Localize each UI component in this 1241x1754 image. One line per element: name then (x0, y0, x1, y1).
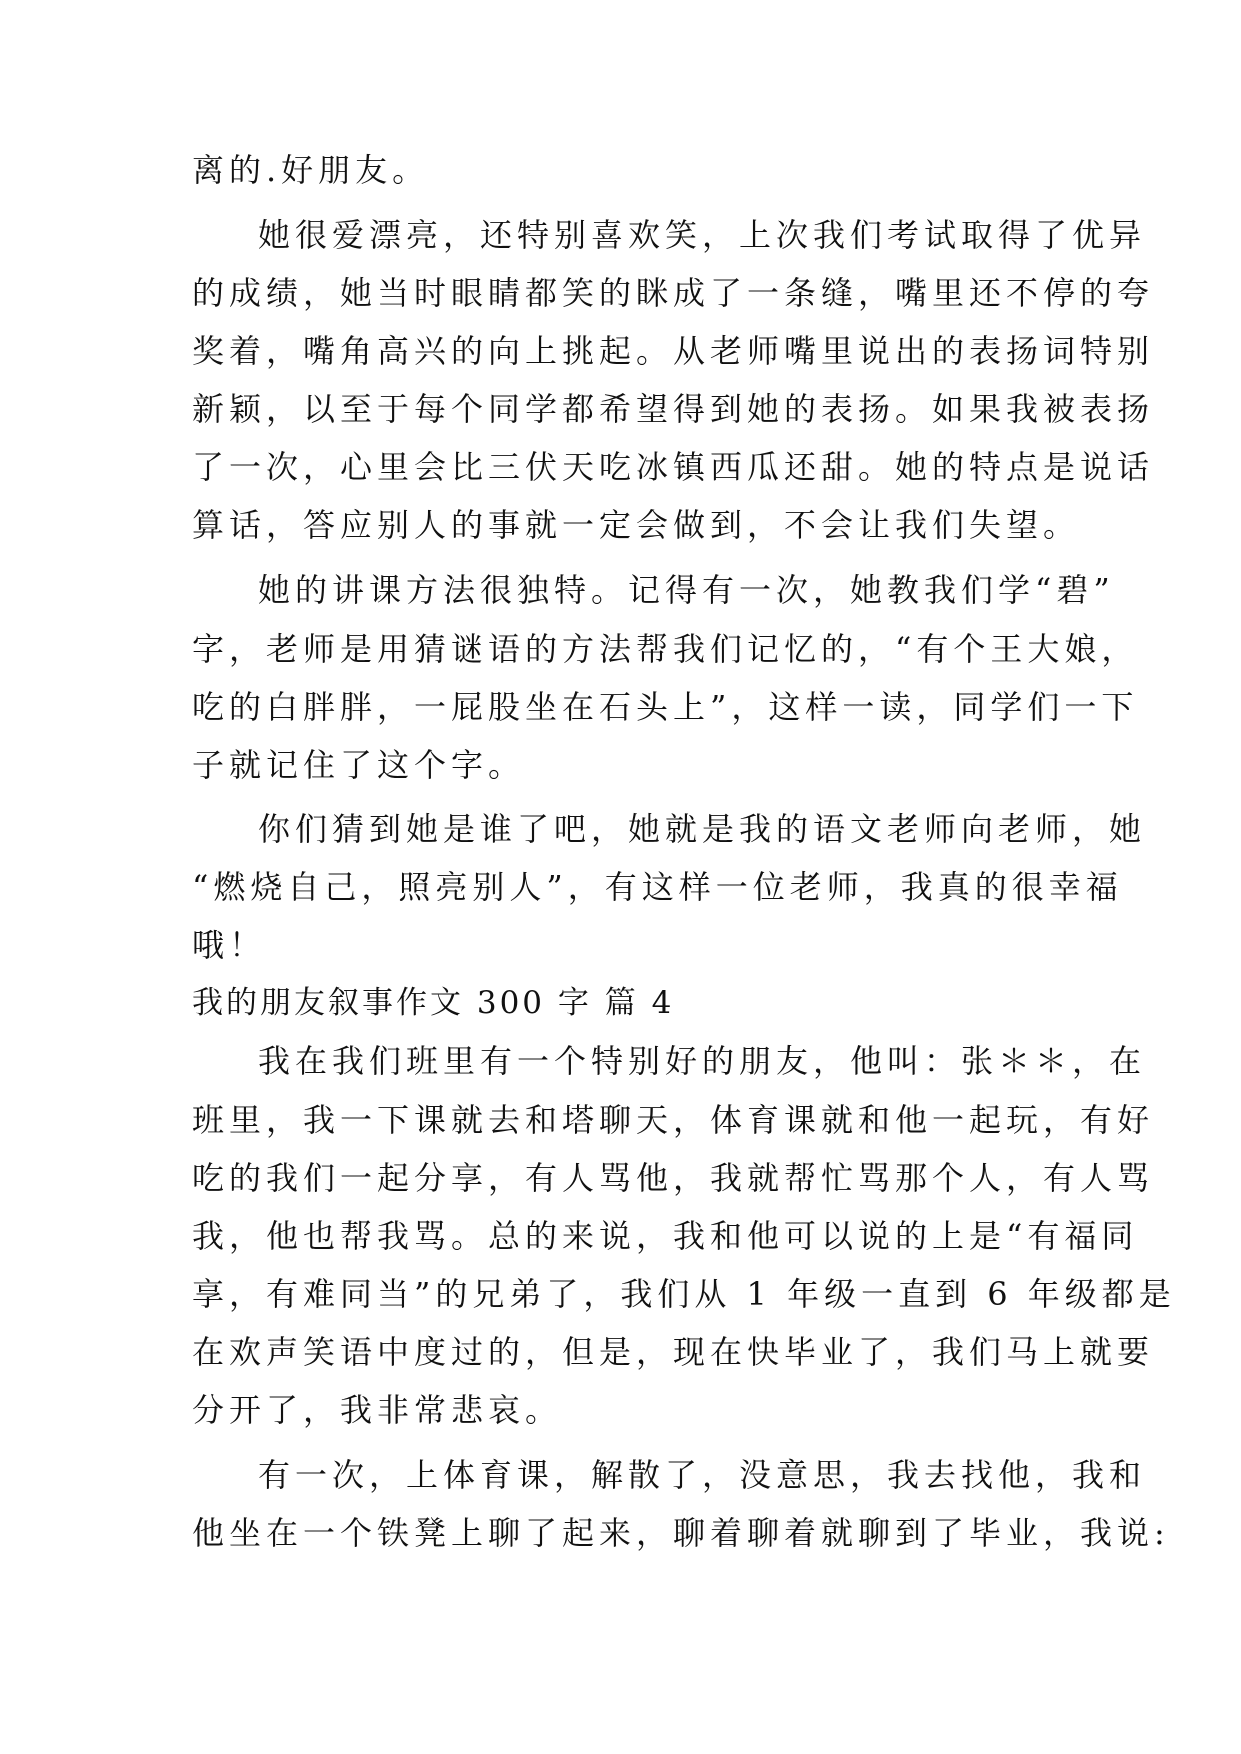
text-line: 新颖，以至于每个同学都希望得到她的表扬。如果我被表扬 (192, 390, 1155, 428)
text-line: 享，有难同当”的兄弟了，我们从 1 年级一直到 6 年级都是 (192, 1275, 1176, 1313)
text-line: “燃烧自己，照亮别人”，有这样一位老师，我真的很幸福 (192, 868, 1123, 906)
text-line: 子就记住了这个字。 (192, 746, 526, 784)
text-line: 哦！ (192, 926, 267, 964)
text-line: 吃的我们一起分享，有人骂他，我就帮忙骂那个人，有人骂 (192, 1159, 1155, 1197)
text-line: 吃的白胖胖，一屁股坐在石头上”，这样一读，同学们一下 (192, 688, 1139, 726)
text-line: 离的.好朋友。 (192, 151, 430, 189)
paragraph-start-line: 她的讲课方法很独特。记得有一次，她教我们学“碧” (258, 571, 1115, 609)
text-line: 算话，答应别人的事就一定会做到，不会让我们失望。 (192, 506, 1081, 544)
paragraph-start-line: 你们猜到她是谁了吧，她就是我的语文老师向老师，她 (258, 810, 1147, 848)
text-line: 奖着，嘴角高兴的向上挑起。从老师嘴里说出的表扬词特别 (192, 332, 1155, 370)
text-line: 他坐在一个铁凳上聊了起来，聊着聊着就聊到了毕业，我说: (192, 1514, 1170, 1552)
text-line: 字，老师是用猜谜语的方法帮我们记忆的，“有个王大娘， (192, 630, 1139, 668)
text-line: 的成绩，她当时眼睛都笑的眯成了一条缝，嘴里还不停的夸 (192, 274, 1155, 312)
paragraph-start-line: 有一次，上体育课，解散了，没意思，我去找他，我和 (258, 1456, 1147, 1494)
text-line: 了一次，心里会比三伏天吃冰镇西瓜还甜。她的特点是说话 (192, 448, 1155, 486)
section-heading: 我的朋友叙事作文 300 字 篇 4 (192, 985, 675, 1021)
paragraph-start-line: 她很爱漂亮，还特别喜欢笑，上次我们考试取得了优异 (258, 216, 1147, 254)
text-line: 我，他也帮我骂。总的来说，我和他可以说的上是“有福同 (192, 1217, 1139, 1255)
text-line: 在欢声笑语中度过的，但是，现在快毕业了，我们马上就要 (192, 1333, 1155, 1371)
text-line: 分开了，我非常悲哀。 (192, 1391, 563, 1429)
paragraph-start-line: 我在我们班里有一个特别好的朋友，他叫：张＊＊，在 (258, 1042, 1147, 1080)
text-line: 班里，我一下课就去和塔聊天，体育课就和他一起玩，有好 (192, 1101, 1155, 1139)
